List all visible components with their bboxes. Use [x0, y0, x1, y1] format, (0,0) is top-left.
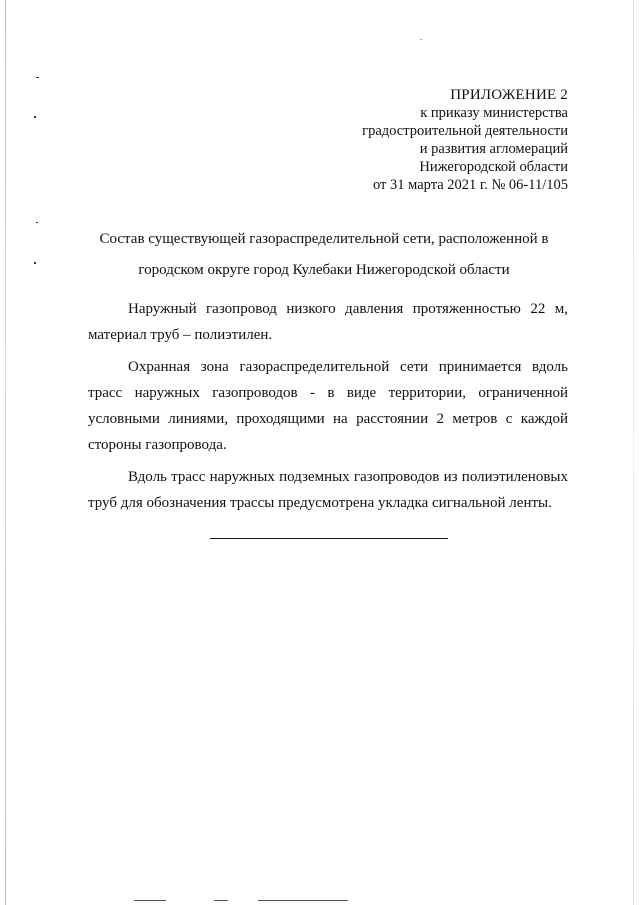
appendix-block	[362, 86, 568, 194]
appendix-line: к приказу министерства	[420, 105, 568, 121]
appendix-line: градостроительной деятельности	[362, 123, 568, 139]
scan-speck	[36, 222, 38, 223]
scan-speck	[34, 262, 36, 264]
scan-bottom-rule	[134, 900, 166, 901]
appendix-title: ПРИЛОЖЕНИЕ 2	[450, 87, 568, 103]
document-title-line: Состав существующей газораспределительной сети, расположенной в	[99, 231, 549, 247]
appendix-line: и развития агломераций	[419, 141, 568, 157]
appendix-line: от 31 марта 2021 г. № 06-11/105	[372, 177, 568, 193]
scan-edge-right	[633, 0, 634, 905]
body-paragraph: Охранная зона газораспределительной сети принимается вдоль трасс наружных газопроводов - в виде территории, ограниченной условными линиями, проходящими на расстоянии 2 метров с каждой стороны газопровода.	[88, 359, 568, 453]
body-paragraph: Наружный газопровод низкого давления протяженностью 22 м, материал труб – полиэтилен.	[88, 301, 568, 343]
document-body	[88, 296, 568, 522]
document-title-line: городском округе город Кулебаки Нижегородской области	[138, 262, 510, 278]
end-of-document-rule	[210, 538, 448, 539]
scan-speck	[420, 39, 422, 40]
scan-speck	[36, 77, 39, 78]
scan-bottom-rule	[258, 900, 348, 901]
document-title	[96, 224, 552, 286]
scan-edge-left	[5, 0, 6, 905]
body-paragraph: Вдоль трасс наружных подземных газопроводов из полиэтиленовых труб для обозначения трассы предусмотрена укладка сигнальной ленты.	[88, 469, 568, 511]
scan-bottom-rule	[214, 900, 228, 901]
appendix-line: Нижегородской области	[419, 159, 568, 175]
scan-speck	[34, 116, 36, 118]
